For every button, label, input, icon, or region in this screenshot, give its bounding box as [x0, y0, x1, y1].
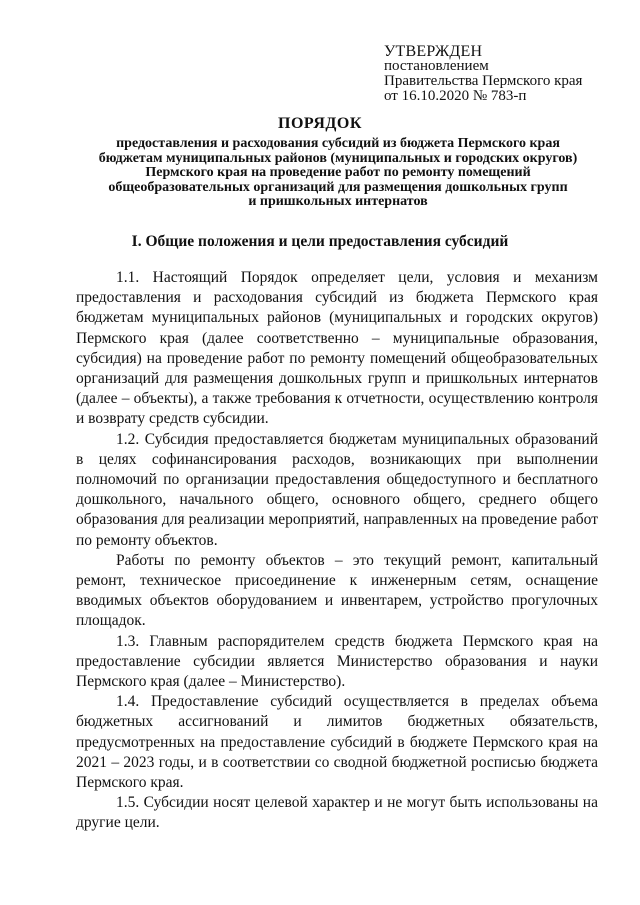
approval-line: Правительства Пермского края: [384, 73, 583, 89]
paragraph-1-5: 1.5. Субсидии носят целевой характер и не могут быть использованы на другие цели.: [76, 794, 598, 832]
document-title: ПОРЯДОК: [278, 115, 362, 132]
approval-line: постановлением: [384, 58, 489, 74]
subtitle-line: Пермского края на проведение работ по ремонту помещений: [145, 165, 531, 180]
paragraph-1-1: 1.1. Настоящий Порядок определяет цели, условия и механизм предоставления и расходования субсидий из бюджета Пермского края бюджетам муниципальных районов (муниципальных и городских округов) Пермского края (далее соответственно – муниципальные образования, субсидия) на проведение работ по ремонту помещений общеобразовательных организаций для размещения дошкольных групп и пришкольных интернатов (далее – объекты), а также требования к отчетности, осуществлению контроля и возврату средств субсидии.: [76, 269, 598, 428]
approval-block: [384, 44, 634, 104]
subtitle-line: бюджетам муниципальных районов (муниципальных и городских округов): [98, 150, 578, 166]
section-heading: I. Общие положения и цели предоставления субсидий: [131, 233, 509, 250]
approval-stamp: УТВЕРЖДЕН: [384, 43, 483, 60]
paragraph-1-3: 1.3. Главным распорядителем средств бюджета Пермского края на предоставление субсидии является Министерство образования и науки Пермского края (далее – Министерство).: [76, 632, 598, 691]
paragraph-1-4: 1.4. Предоставление субсидий осуществляется в пределах объема бюджетных ассигнований и лимитов бюджетных обязательств, предусмотренных на предоставление субсидий в бюджете Пермского края на 2021 – 2023 годы, и в соответствии со сводной бюджетной росписью бюджета Пермского края.: [76, 693, 598, 792]
document-body: [76, 268, 598, 834]
document-subtitle: [60, 137, 616, 210]
paragraph-1-2: 1.2. Субсидия предоставляется бюджетам муниципальных образований в целях софинансирования расходов, возникающих при выполнении полномочий по организации предоставления общедоступного и бесплатного дошкольного, начального общего, основного общего, среднего общего образования для реализации мероприятий, направленных на проведение работ по ремонту объектов.: [76, 430, 598, 549]
subtitle-line: общеобразовательных организаций для размещения дошкольных групп: [108, 179, 568, 195]
subtitle-line: и пришкольных интернатов: [248, 194, 428, 209]
paragraph-repair-works: Работы по ремонту объектов – это текущий ремонт, капитальный ремонт, техническое присоединение к инженерным сетям, оснащение вводимых объектов оборудованием и инвентарем, устройство прогулочных площадок.: [76, 551, 598, 630]
approval-date: от 16.10.2020 № 783-п: [384, 88, 527, 104]
subtitle-line: предоставления и расходования субсидий из бюджета Пермского края: [116, 136, 560, 151]
